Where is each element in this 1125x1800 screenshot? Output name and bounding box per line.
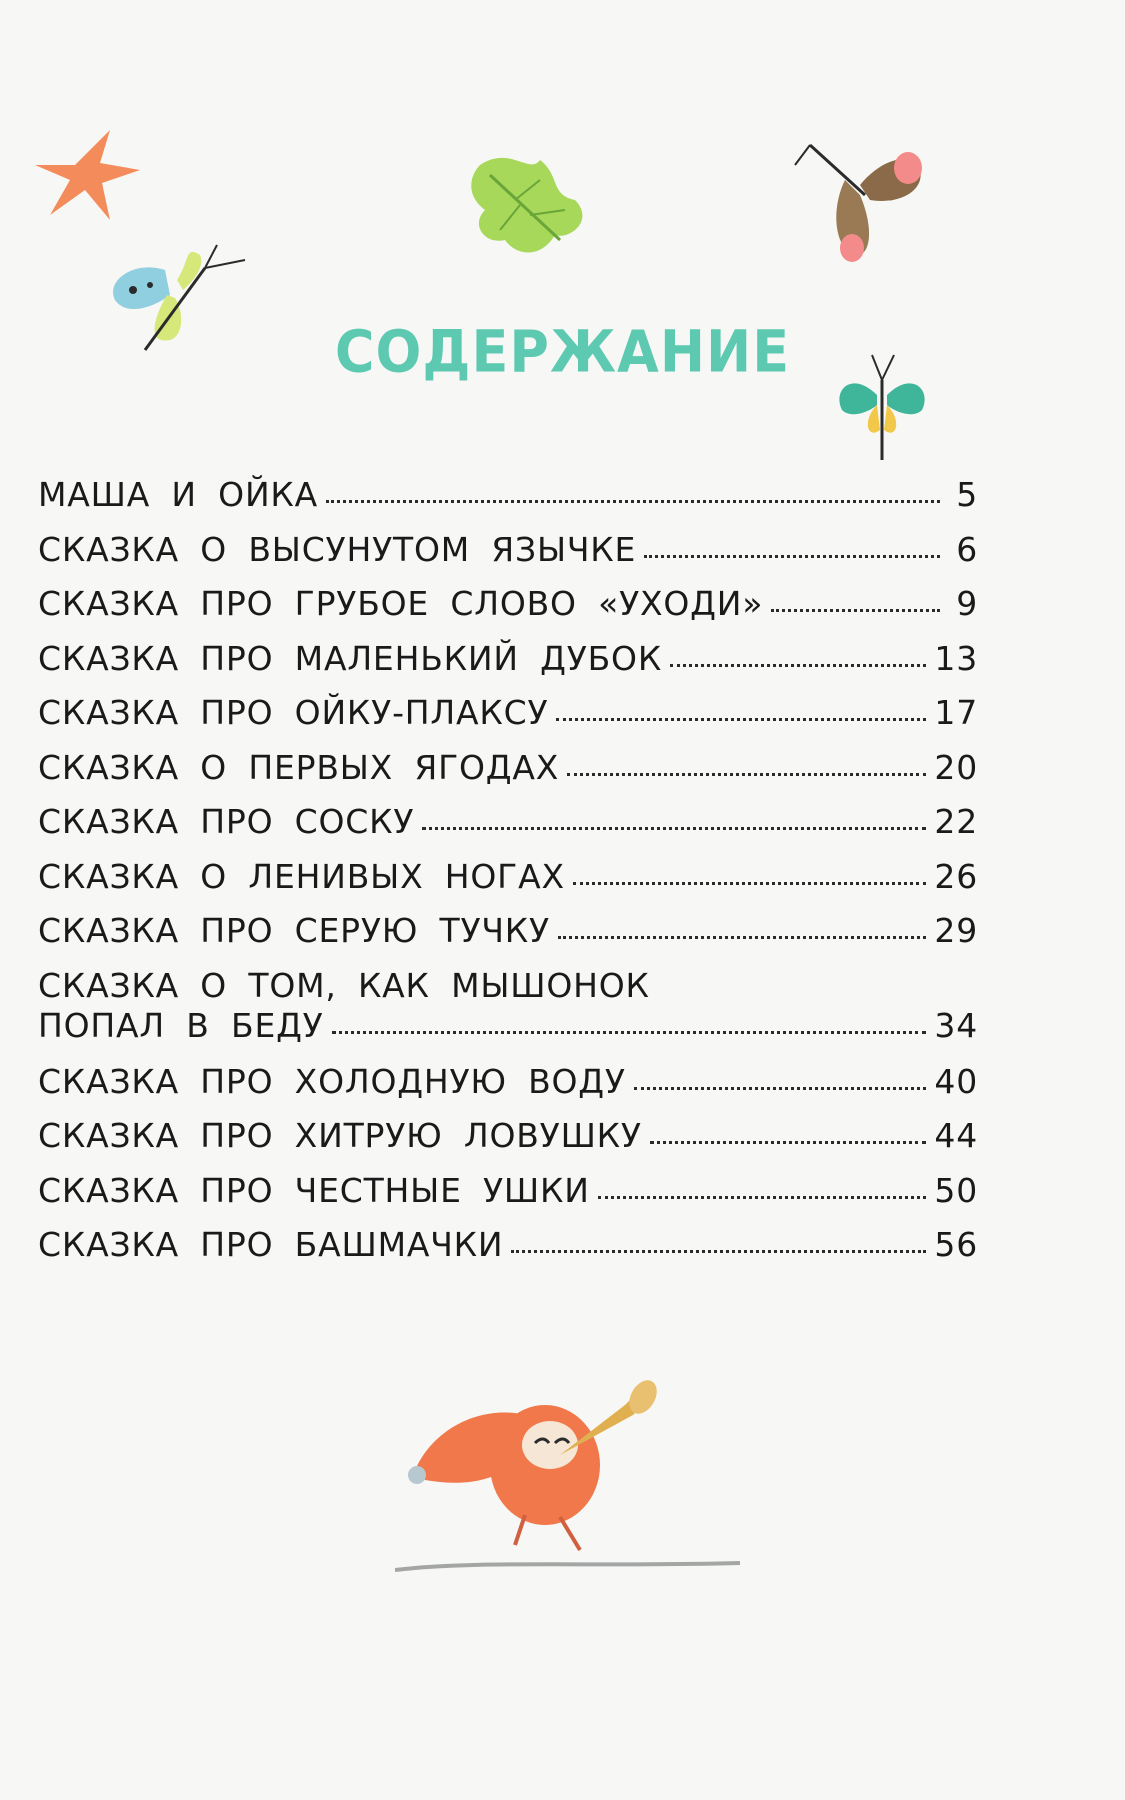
dot-leader <box>650 1141 927 1144</box>
toc-entry[interactable] <box>38 911 978 969</box>
toc-entry-title: СКАЗКА ПРО ГРУБОЕ СЛОВО «УХОДИ» <box>38 584 764 623</box>
toc-entry-page: 20 <box>934 747 978 787</box>
toc-entry-title: СКАЗКА О ЛЕНИВЫХ НОГАХ <box>38 856 565 896</box>
dot-leader <box>598 1196 927 1199</box>
toc-entry-title-continued: ПОПАЛ В БЕДУ <box>38 1005 324 1045</box>
toc-entry[interactable] <box>38 1170 978 1229</box>
leaf-icon <box>460 145 595 270</box>
toc-entry[interactable] <box>38 965 978 1065</box>
dot-leader <box>573 882 927 885</box>
toc-entry[interactable] <box>38 802 978 860</box>
toc-entry-page: 22 <box>934 802 978 841</box>
toc-entry[interactable] <box>38 856 978 915</box>
toc-entry-page: 34 <box>934 1005 978 1045</box>
toc-entry-page: 44 <box>934 1116 978 1155</box>
toc-entry-page: 6 <box>956 529 978 569</box>
toc-entry-title: СКАЗКА О ВЫСУНУТОМ ЯЗЫЧКЕ <box>38 529 637 569</box>
toc-entry-title: СКАЗКА ПРО БАШМАЧКИ <box>38 1225 504 1264</box>
toc-entry[interactable] <box>38 747 978 806</box>
dot-leader <box>332 1031 927 1034</box>
moth-icon <box>790 140 930 270</box>
toc-entry-title: СКАЗКА ПРО ЧЕСТНЫЕ УШКИ <box>38 1170 590 1210</box>
dot-leader <box>326 500 940 503</box>
toc-entry-page: 50 <box>934 1170 978 1210</box>
toc-entry-page: 17 <box>934 693 978 732</box>
toc-entry-page: 13 <box>934 638 978 678</box>
toc-entry[interactable] <box>38 475 978 533</box>
toc-entry-title: СКАЗКА О ПЕРВЫХ ЯГОДАХ <box>38 747 560 787</box>
toc-entry-title: СКАЗКА ПРО ХИТРУЮ ЛОВУШКУ <box>38 1116 642 1155</box>
page-title: СОДЕРЖАНИЕ <box>334 317 791 386</box>
owl-illustration <box>395 1345 745 1585</box>
toc-entry-page: 40 <box>934 1061 978 1101</box>
toc-entry[interactable] <box>38 1061 978 1120</box>
toc-entry[interactable] <box>38 693 978 751</box>
toc-entry-line2 <box>38 1005 978 1045</box>
toc-entry[interactable] <box>38 1116 978 1174</box>
dot-leader <box>511 1250 926 1253</box>
star-icon <box>30 125 145 225</box>
toc-entry-title: СКАЗКА ПРО СЕРУЮ ТУЧКУ <box>38 911 550 950</box>
toc-entry[interactable] <box>38 638 978 697</box>
table-of-contents <box>38 475 978 1283</box>
toc-entry-title: СКАЗКА ПРО СОСКУ <box>38 802 415 841</box>
dot-leader <box>644 555 940 558</box>
dot-leader <box>422 827 926 830</box>
dot-leader <box>634 1087 927 1090</box>
dot-leader <box>670 664 926 667</box>
dot-leader <box>556 718 926 721</box>
toc-entry-page: 56 <box>934 1225 978 1264</box>
dot-leader <box>558 936 926 939</box>
toc-entry-title: СКАЗКА О ТОМ, КАК МЫШОНОК <box>38 965 650 1005</box>
dot-leader <box>567 773 926 776</box>
toc-entry-page: 29 <box>934 911 978 950</box>
toc-entry[interactable] <box>38 529 978 588</box>
toc-entry-title: МАША И ОЙКА <box>38 475 319 514</box>
toc-entry[interactable] <box>38 584 978 642</box>
toc-entry-title: СКАЗКА ПРО ОЙКУ-ПЛАКСУ <box>38 693 549 732</box>
toc-entry-title: СКАЗКА ПРО МАЛЕНЬКИЙ ДУБОК <box>38 638 663 678</box>
toc-entry-title: СКАЗКА ПРО ХОЛОДНУЮ ВОДУ <box>38 1061 626 1101</box>
toc-entry-page: 5 <box>956 475 978 514</box>
toc-entry[interactable] <box>38 1225 978 1283</box>
dot-leader <box>771 609 940 612</box>
toc-entry-page: 9 <box>956 584 978 623</box>
toc-entry-page: 26 <box>934 856 978 896</box>
